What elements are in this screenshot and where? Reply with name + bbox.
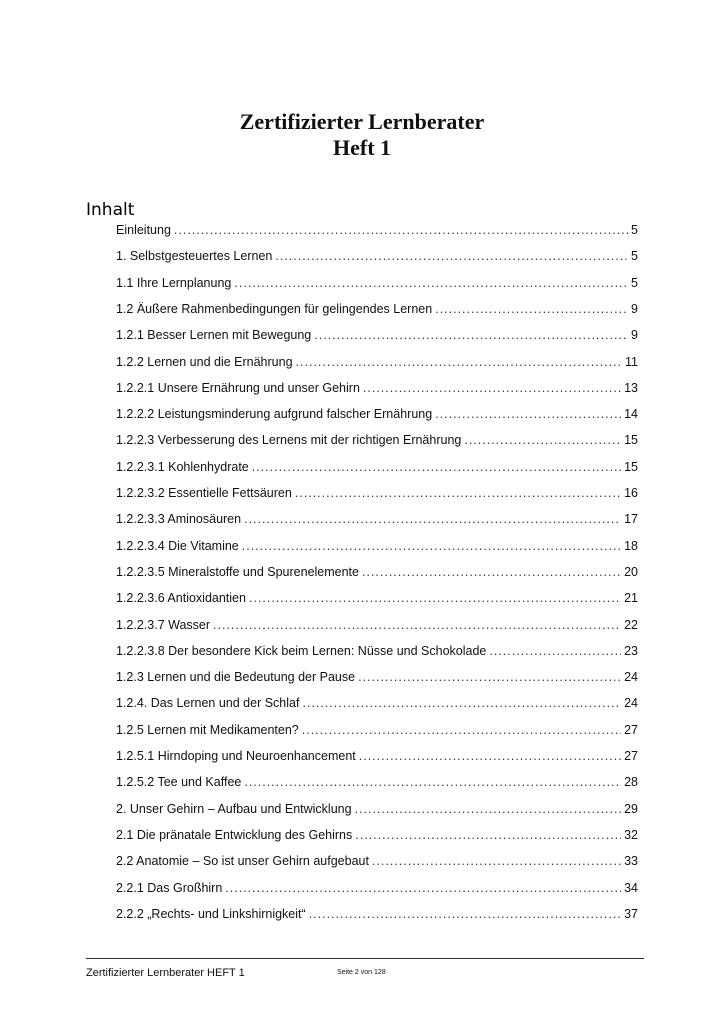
- toc-dot-leader: [234, 273, 628, 293]
- toc-entry-page-number: 18: [624, 538, 638, 553]
- toc-dot-leader: [295, 483, 621, 503]
- footer-document-name: Zertifizierter Lernberater HEFT 1: [86, 967, 245, 979]
- toc-entry-page-number: 15: [624, 459, 638, 474]
- toc-entry-page-number: 9: [631, 328, 638, 343]
- toc-entry-title: 2.2.1 Das Großhirn: [116, 880, 223, 895]
- toc-entry-page-number: 13: [624, 380, 638, 395]
- toc-entry-page-number: 37: [624, 906, 638, 921]
- toc-entry-page-number: 32: [624, 827, 638, 842]
- toc-entry-title: 1. Selbstgesteuertes Lernen: [116, 249, 273, 264]
- toc-dot-leader: [314, 325, 628, 345]
- toc-dot-leader: [244, 509, 621, 529]
- toc-dot-leader: [242, 536, 621, 556]
- toc-entry-page-number: 28: [624, 775, 638, 790]
- toc-entry[interactable]: [116, 325, 638, 345]
- toc-dot-leader: [355, 799, 622, 819]
- toc-dot-leader: [355, 825, 621, 845]
- toc-entry-title: 1.2.2.3.7 Wasser: [116, 617, 211, 632]
- footer-divider: [86, 958, 644, 959]
- toc-entry-page-number: 14: [624, 407, 638, 422]
- toc-entry-page-number: 9: [631, 301, 638, 316]
- toc-entry-title: 1.2.2.3.2 Essentielle Fettsäuren: [116, 486, 292, 500]
- toc-entry-title: 1.2.2.3.5 Mineralstoffe und Spurenelemente: [116, 564, 359, 579]
- toc-entry-page-number: 15: [624, 433, 638, 448]
- toc-dot-leader: [275, 246, 628, 266]
- toc-entry-title: 1.2.2.3.4 Die Vitamine: [116, 538, 239, 553]
- toc-dot-leader: [249, 588, 621, 608]
- document-title-line-2: Heft 1: [332, 135, 392, 160]
- toc-dot-leader: [302, 693, 621, 713]
- toc-entry[interactable]: [116, 430, 638, 450]
- toc-entry[interactable]: [116, 457, 638, 477]
- toc-entry[interactable]: [116, 536, 638, 556]
- toc-dot-leader: [363, 378, 621, 398]
- toc-entry-title: 1.1 Ihre Lernplanung: [116, 275, 232, 290]
- toc-entry-page-number: 22: [624, 617, 638, 632]
- toc-entry[interactable]: [116, 693, 638, 713]
- footer-page-number: Seite 2 von 128: [337, 969, 386, 976]
- toc-entry[interactable]: [116, 746, 638, 766]
- toc-entry-title: 2.2 Anatomie – So ist unser Gehirn aufgebaut: [116, 854, 369, 869]
- toc-entry[interactable]: [116, 588, 638, 608]
- toc-entry-title: 1.2.5.2 Tee und Kaffee: [116, 775, 242, 790]
- toc-entry[interactable]: [116, 851, 638, 871]
- toc-entry-page-number: 21: [624, 591, 638, 606]
- toc-entry[interactable]: [116, 404, 638, 424]
- toc-entry[interactable]: [116, 273, 638, 293]
- toc-entry-title: 2. Unser Gehirn – Aufbau und Entwicklung: [116, 801, 352, 816]
- toc-entry-title: 1.2.4. Das Lernen und der Schlaf: [116, 696, 300, 711]
- toc-entry-title: 1.2.2.2 Leistungsminderung aufgrund falscher Ernährung: [116, 407, 433, 422]
- toc-entry-title: 2.2.2 „Rechts- und Linkshirnigkeit“: [116, 906, 306, 921]
- toc-entry[interactable]: [116, 772, 638, 792]
- toc-entry-page-number: 33: [624, 854, 638, 869]
- toc-entry-title: 1.2.2.3.8 Der besondere Kick beim Lernen: Nüsse und Schokolade: [116, 643, 487, 658]
- toc-entry[interactable]: [116, 509, 638, 529]
- toc-entry[interactable]: [116, 246, 638, 266]
- toc-entry[interactable]: [116, 904, 638, 924]
- toc-dot-leader: [372, 851, 621, 871]
- toc-dot-leader: [489, 641, 621, 661]
- toc-entry-page-number: 11: [625, 354, 638, 369]
- toc-dot-leader: [225, 878, 621, 898]
- toc-entry-title: 1.2.2 Lernen und die Ernährung: [116, 354, 293, 369]
- toc-dot-leader: [174, 220, 628, 240]
- toc-entry-title: 1.2 Äußere Rahmenbedingungen für gelingendes Lernen: [116, 301, 433, 316]
- toc-entry-page-number: 20: [624, 564, 638, 579]
- toc-entry-title: Einleitung: [116, 223, 171, 237]
- toc-entry[interactable]: [116, 799, 638, 819]
- toc-entry-title: 1.2.1 Besser Lernen mit Bewegung: [116, 328, 312, 343]
- toc-entry-page-number: 5: [631, 275, 638, 290]
- toc-dot-leader: [358, 667, 621, 687]
- toc-entry-page-number: 24: [624, 670, 638, 685]
- toc-entry[interactable]: [116, 220, 638, 240]
- toc-entry[interactable]: [116, 562, 638, 582]
- toc-entry-page-number: 5: [631, 249, 638, 264]
- toc-entry[interactable]: [116, 615, 638, 635]
- toc-entry-title: 1.2.2.3.6 Antioxidantien: [116, 591, 246, 606]
- toc-dot-leader: [296, 352, 622, 372]
- toc-entry-page-number: 29: [624, 801, 638, 816]
- toc-entry[interactable]: [116, 667, 638, 687]
- document-title-line-1: Zertifizierter Lernberater: [239, 109, 485, 134]
- toc-entry-title: 1.2.2.3.3 Aminosäuren: [116, 512, 242, 527]
- toc-entry[interactable]: [116, 878, 638, 898]
- toc-entry-page-number: 34: [624, 880, 638, 895]
- toc-dot-leader: [252, 457, 621, 477]
- toc-entry-title: 1.2.2.1 Unsere Ernährung und unser Gehirn: [116, 380, 360, 395]
- toc-entry[interactable]: [116, 299, 638, 319]
- toc-entry-page-number: 16: [624, 486, 638, 500]
- toc-heading: Inhalt: [86, 200, 135, 220]
- toc-dot-leader: [359, 746, 621, 766]
- toc-entry[interactable]: [116, 641, 638, 661]
- toc-entry-page-number: 27: [624, 749, 638, 763]
- toc-entry-page-number: 23: [624, 643, 638, 658]
- toc-dot-leader: [435, 404, 621, 424]
- toc-dot-leader: [213, 615, 621, 635]
- toc-entry-title: 1.2.5 Lernen mit Medikamenten?: [116, 722, 299, 737]
- toc-dot-leader: [309, 904, 621, 924]
- toc-entry[interactable]: [116, 378, 638, 398]
- toc-entry[interactable]: [116, 825, 638, 845]
- toc-dot-leader: [362, 562, 621, 582]
- toc-dot-leader: [435, 299, 628, 319]
- toc-entry[interactable]: [116, 483, 638, 503]
- toc-entry-title: 2.1 Die pränatale Entwicklung des Gehirns: [116, 827, 353, 842]
- toc-dot-leader: [464, 430, 621, 450]
- toc-entry-title: 1.2.2.3.1 Kohlenhydrate: [116, 459, 249, 474]
- toc-dot-leader: [244, 772, 621, 792]
- toc-dot-leader: [302, 720, 621, 740]
- toc-entry-title: 1.2.5.1 Hirndoping und Neuroenhancement: [116, 749, 356, 763]
- toc-entry-title: 1.2.2.3 Verbesserung des Lernens mit der richtigen Ernährung: [116, 433, 462, 448]
- toc-entry-title: 1.2.3 Lernen und die Bedeutung der Pause: [116, 670, 356, 685]
- toc-entry[interactable]: [116, 352, 638, 372]
- toc-entry[interactable]: [116, 720, 638, 740]
- toc-entry-page-number: 5: [631, 223, 638, 237]
- toc-entry-page-number: 24: [624, 696, 638, 711]
- toc-entry-page-number: 17: [624, 512, 638, 527]
- toc-entry-page-number: 27: [624, 722, 638, 737]
